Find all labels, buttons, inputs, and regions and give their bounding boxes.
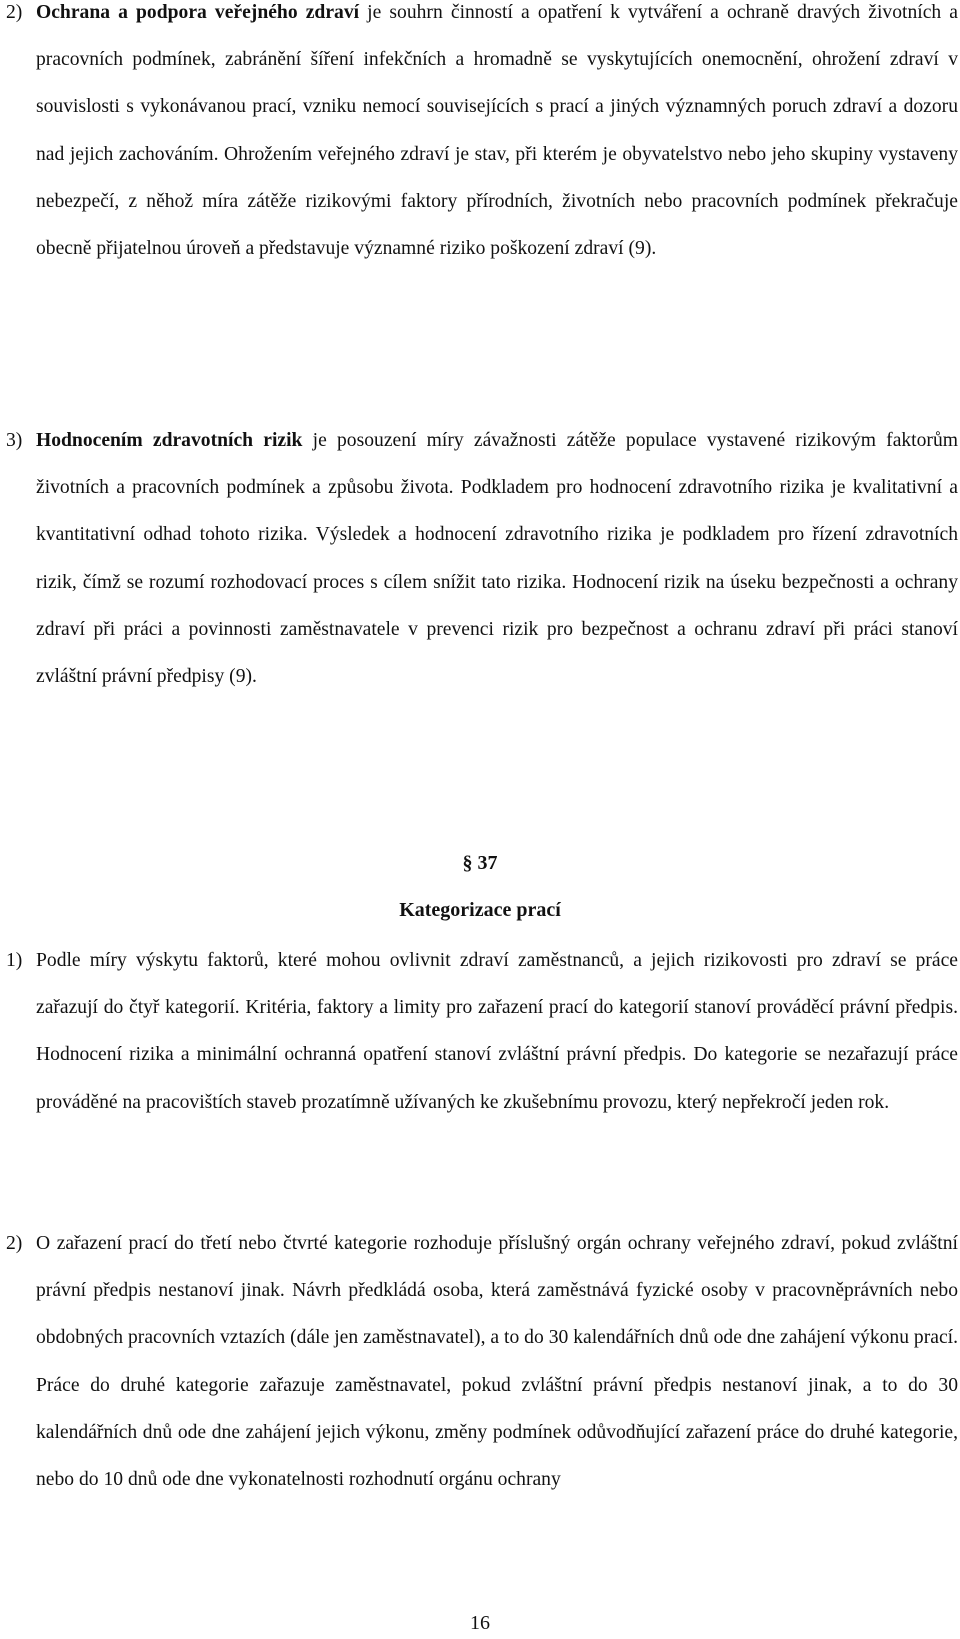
paragraph-item-3 (6, 417, 958, 700)
defined-term: Hodnocením zdravotních rizik (36, 430, 303, 451)
item-text: je souhrn činností a opatření k vytváření a ochraně dravých životních a pracovních podmínek, zabránění šíření infekčních a hromadně se vyskytujících onemocnění, ohrožení zdraví v souvislosti s vykonávanou prací, vzniku nemocí souvisejících s prací a jiných významných poruch zdraví a dozoru nad jejich zachováním. Ohrožením veřejného zdraví je stav, při kterém je obyvatelstvo nebo jeho skupiny vystaveny nebezpečí, z něhož míra zátěže rizikovými faktory přírodních, životních nebo pracovních podmínek překračuje obecně přijatelnou úroveň a představuje významné riziko poškození zdraví (9). (36, 2, 958, 260)
section-item-1 (6, 937, 958, 1126)
section-item-2 (6, 1220, 958, 1503)
item-number: 3) (6, 430, 23, 451)
paragraph-item-2 (6, 0, 958, 272)
page-number: 16 (470, 1612, 490, 1634)
item-number: 2) (6, 1233, 23, 1254)
defined-term: Ochrana a podpora veřejného zdraví (36, 2, 360, 23)
item-text: O zařazení prací do třetí nebo čtvrté kategorie rozhoduje příslušný orgán ochrany veřejného zdraví, pokud zvláštní právní předpis nestanoví jinak. Návrh předkládá osoba, která zaměstnává fyzické osoby v pracovněprávních nebo obdobných pracovních vztazích (dále jen zaměstnavatel), a to do 30 kalendářních dnů ode dne zahájení výkonu prací. Práce do druhé kategorie zařazuje zaměstnavatel, pokud zvláštní právní předpis nestanoví jinak, a to do 30 kalendářních dnů ode dne zahájení jejich výkonu, změny podmínek odůvodňující zařazení práce do druhé kategorie, nebo do 10 dnů ode dne vykonatelnosti rozhodnutí orgánu ochrany (36, 1233, 958, 1491)
item-body (36, 417, 958, 700)
item-text: Podle míry výskytu faktorů, které mohou ovlivnit zdraví zaměstnanců, a jejich rizikovosti pro zdraví se práce zařazují do čtyř kategorií. Kritéria, faktory a limity pro zařazení prací do kategorií stanoví prováděcí právní předpis. Hodnocení rizika a minimální ochranná opatření stanoví zvláštní právní předpis. Do kategorie se nezařazují práce prováděné na pracovištích staveb prozatímně užívaných ke zkušebnímu provozu, který nepřekročí jeden rok. (36, 950, 958, 1113)
section-number: § 37 (462, 852, 498, 874)
item-body (36, 0, 958, 272)
section-title: Kategorizace prací (399, 899, 561, 921)
item-text: je posouzení míry závažnosti zátěže populace vystavené rizikovým faktorům životních a pracovních podmínek a způsobu života. Podkladem pro hodnocení zdravotního rizika je kvalitativní a kvantitativní odhad tohoto rizika. Výsledek a hodnocení zdravotního rizika je podkladem pro řízení zdravotních rizik, čímž se rozumí rozhodovací proces s cílem snížit tato rizika. Hodnocení rizik na úseku bezpečnosti a ochrany zdraví při práci a povinnosti zaměstnavatele v prevenci rizik pro bezpečnost a ochranu zdraví při práci stanoví zvláštní právní předpisy (9). (36, 430, 958, 688)
item-number: 1) (6, 950, 23, 971)
item-number: 2) (6, 2, 23, 23)
